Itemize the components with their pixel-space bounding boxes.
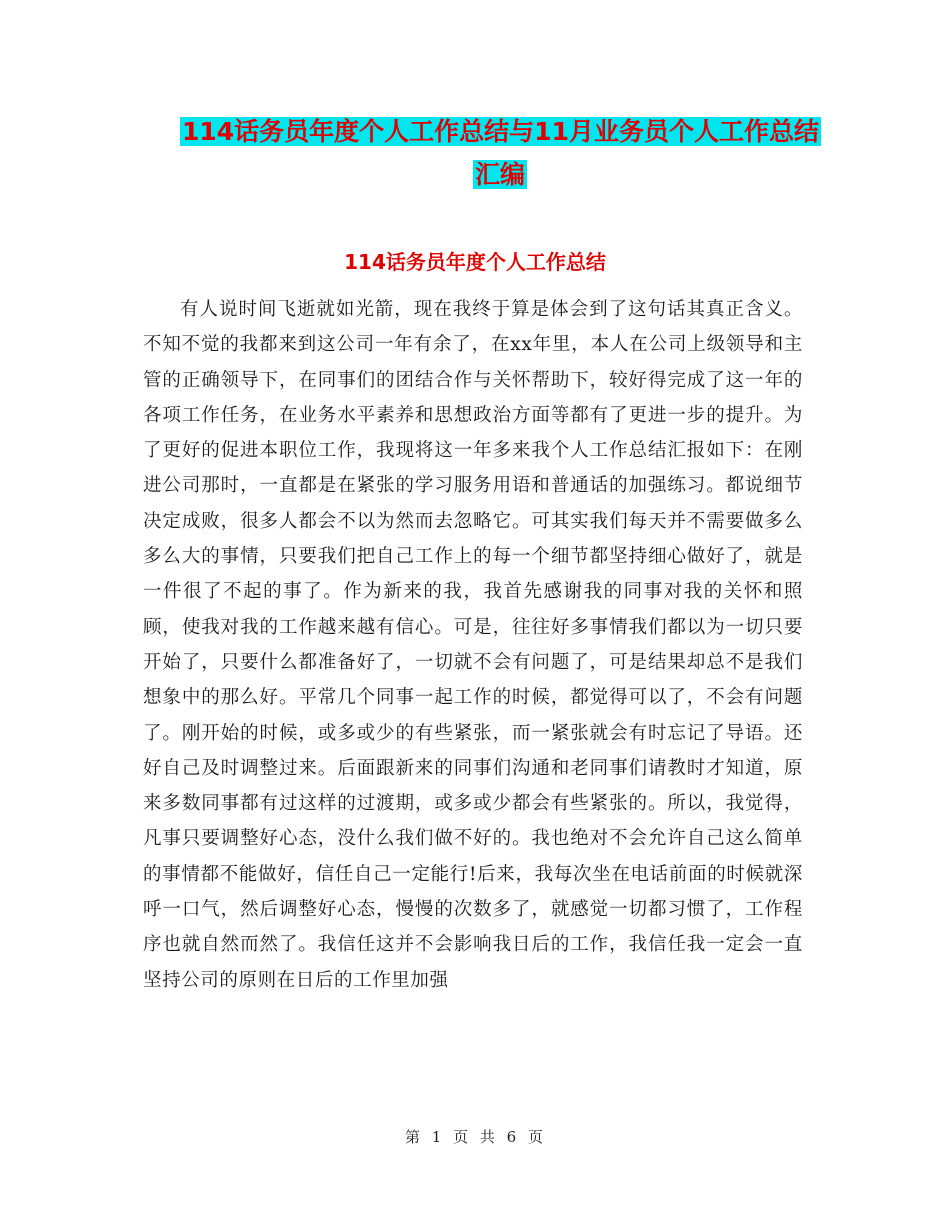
- page-number-footer: 第 1 页 共 6 页: [405, 1128, 545, 1146]
- section-heading: 114话务员年度个人工作总结: [344, 250, 606, 274]
- document-title: [180, 110, 820, 196]
- body-paragraph: 有人说时间飞逝就如光箭，现在我终于算是体会到了这句话其真正含义。不知不觉的我都来到这公司一年有余了，在xx年里，本人在公司上级领导和主管的正确领导下，在同事们的团结合作与关怀帮助下，较好得完成了这一年的各项工作任务，在业务水平素养和思想政治方面等都有了更进一步的提升。为了更好的促进本职位工作，我现将这一年多来我个人工作总结汇报如下：在刚进公司那时，一直都是在紧张的学习服务用语和普通话的加强练习。都说细节决定成败，很多人都会不以为然而去忽略它。可其实我们每天并不需要做多么多么大的事情，只要我们把自己工作上的每一个细节都坚持细心做好了，就是一件很了不起的事了。作为新来的我，我首先感谢我的同事对我的关怀和照顾，使我对我的工作越来越有信心。可是，往往好多事情我们都以为一切只要开始了，只要什么都准备好了，一切就不会有问题了，可是结果却总不是我们想象中的那么好。平常几个同事一起工作的时候，都觉得可以了，不会有问题了。刚开始的时候，或多或少的有些紧张，而一紧张就会有时忘记了导语。还好自己及时调整过来。后面跟新来的同事们沟通和老同事们请教时才知道，原来多数同事都有过这样的过渡期，或多或少都会有些紧张的。所以，我觉得，凡事只要调整好心态，没什么我们做不好的。我也绝对不会允许自己这么简单的事情都不能做好，信任自己一定能行!后来，我每次坐在电话前面的时候就深呼一口气，然后调整好心态，慢慢的次数多了，就感觉一切都习惯了，工作程序也就自然而然了。我信任这并不会影响我日后的工作，我信任我一定会一直坚持公司的原则在日后的工作里加强: [143, 299, 803, 991]
- document-title-text: 114话务员年度个人工作总结与11月业务员个人工作总结汇编: [182, 117, 819, 189]
